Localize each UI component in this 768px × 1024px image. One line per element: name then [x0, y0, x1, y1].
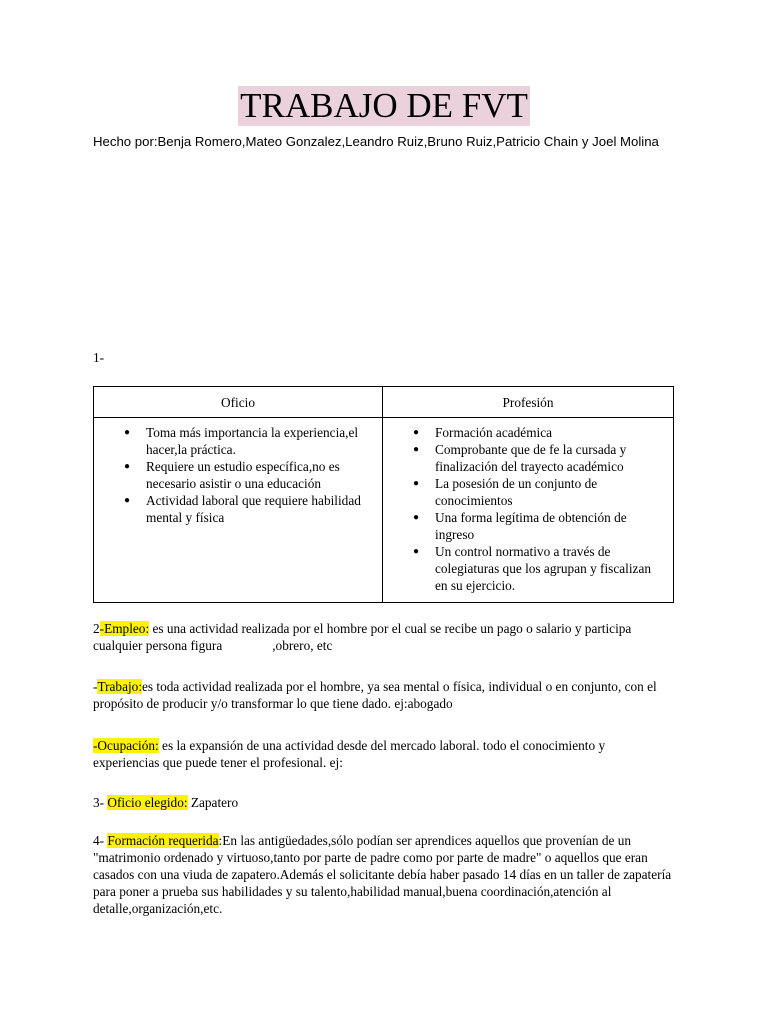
cell-profesion: [383, 418, 674, 603]
header-oficio: Oficio: [94, 387, 383, 418]
trabajo-term: Trabajo:: [97, 679, 143, 694]
bullet-icon: ●: [413, 478, 420, 489]
header-profesion: Profesión: [383, 387, 674, 418]
ocupacion-paragraph: -Ocupación: es la expansión de una actividad desde del mercado laboral. todo el conocimiento y experiencias que puede tener el profesional. ej:: [93, 738, 606, 770]
list-item: ● La posesión de un conjunto de conocimientos: [413, 476, 598, 508]
oficio-list: [94, 424, 370, 526]
comparison-table: [93, 386, 674, 603]
empleo-term: -Empleo:: [99, 621, 150, 636]
bullet-icon: ●: [413, 512, 420, 523]
authors-line: Hecho por:Benja Romero,Mateo Gonzalez,Leandro Ruiz,Bruno Ruiz,Patricio Chain y Joel Molina: [93, 134, 659, 149]
oficio-elegido-term: Oficio elegido:: [107, 795, 188, 810]
list-item: ● Formación académica: [413, 425, 553, 440]
list-item: ● Comprobante que de fe la cursada y finalización del trayecto académico: [413, 442, 627, 474]
list-item: ● Requiere un estudio específica,no es necesario asistir o una educación: [124, 459, 340, 491]
list-item: ● Toma más importancia la experiencia,el hacer,la práctica.: [124, 425, 359, 457]
list-item: ● Un control normativo a través de colegiaturas que los agrupan y fiscalizan en su ejercicio.: [413, 544, 651, 593]
bullet-icon: ●: [124, 427, 131, 438]
document-title: TRABAJO DE FVT: [240, 86, 528, 125]
formacion-paragraph: 4- Formación requerida:En las antigüedades,sólo podían ser aprendices aquellos que provenían de un "matrimonio ordenado y virtuoso,tanto por parte de padre como por parte de madre" o aquellos que eran casados con una viuda de zapatero.Además el solicitante debía haber pasado 14 días en un taller de zapatería para poner a prueba sus habilidades y su talento,habilidad manual,buena coordinación,atención al detalle,organización,etc.: [93, 833, 672, 916]
profesion-list: [383, 424, 661, 594]
formacion-term: Formación requerida: [107, 833, 219, 848]
bullet-icon: ●: [413, 546, 420, 557]
list-item: ● Actividad laboral que requiere habilidad mental y física: [124, 493, 361, 525]
bullet-icon: ●: [124, 461, 131, 472]
bullet-icon: ●: [413, 427, 420, 438]
empleo-paragraph: 2-Empleo: es una actividad realizada por el hombre por el cual se recibe un pago o salario y participa cualquier persona figura ,obrero, etc: [93, 621, 632, 653]
oficio-elegido-paragraph: 3- Oficio elegido: Zapatero: [93, 795, 239, 810]
title-container: [0, 86, 768, 126]
section-1-number: 1-: [93, 350, 105, 365]
cell-oficio: [94, 418, 383, 603]
list-item: ● Una forma legítima de obtención de ingreso: [413, 510, 627, 542]
ocupacion-term: -Ocupación:: [93, 738, 159, 753]
trabajo-paragraph: -Trabajo:es toda actividad realizada por el hombre, ya sea mental o física, individual o en conjunto, con el propósito de producir y/o transformar lo que tiene dado. ej:abogado: [93, 679, 657, 711]
table-body-row: [94, 418, 674, 603]
bullet-icon: ●: [413, 444, 420, 455]
bullet-icon: ●: [124, 495, 131, 506]
table-header-row: [94, 387, 674, 418]
